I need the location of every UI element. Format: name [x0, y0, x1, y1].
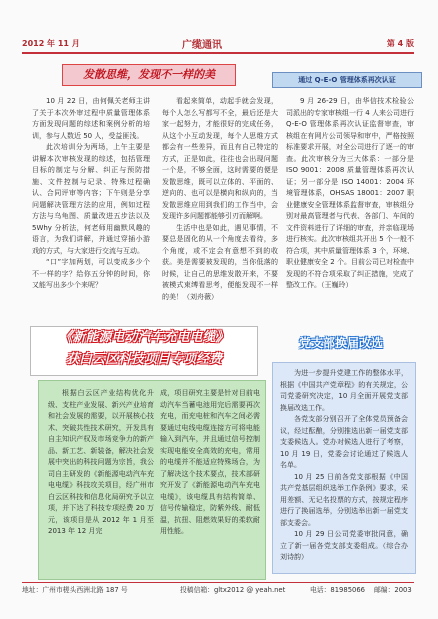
paragraph: 10 月 29 日公司党委审批同意，确立了新一届各党支部支委组成。（综合办 刘诗韵）: [280, 530, 408, 561]
headline-text: 发散思维，发现不一样的美: [83, 68, 215, 81]
paragraph: 此次培训分为两场，上午主要是讲解本次审核发现的综述，包括管理目标的制定与分解、纠正与预防措施、文件控制与记录、特殊过程确认、合同评审等内容；下午则是分享问题解决管理方法的应用，例如过程方法与乌龟图、质量改进五步法以及 5Why 分析法，何老师用幽默风趣的语言，为我们讲解，并通过穿插小游戏的方式，与大家进行交流与互动。: [32, 143, 150, 255]
footer-address: 地址：广州市槎头西洲北路 187 号: [22, 586, 128, 594]
article-headline-ev-cable: [30, 326, 258, 376]
footer-email: 投稿信箱：gltx2012 @ yeah.net: [180, 586, 286, 594]
page-footer: [22, 582, 414, 594]
article-headline-party-election: [270, 334, 412, 352]
header-rule: [22, 52, 414, 54]
page-header: [22, 38, 414, 52]
paragraph: “口”字加两划，可以变成多少个不一样的字？给你五分钟的时间，你又能写出多少个来呢？: [32, 258, 150, 289]
article-headline-certification: [272, 72, 422, 88]
party-election-article-body: [280, 368, 408, 564]
headline-line-2: 获白云区科技项目专项经费: [65, 352, 222, 367]
newsletter-title: 广缆通讯: [182, 40, 222, 51]
paragraph: 为进一步提升党建工作的整体水平，根据《中国共产党章程》的有关规定，公司党委研究决定，10 月全面开展党支部换届改选工作。: [280, 369, 408, 412]
paragraph: 成，项目研究主要是针对目前电动汽车当蓄电池用完后需要再次充电，而充电桩和汽车之间必需要通过电线电缆连接方可将电能输入到汽车，并且通过信号控制实现电能安全高效的充电，常用的电缆并不能适应特殊场合，为了解决这个技术要点，技术部研究开发了《新能源电动汽车充电电缆》，该电缆具有结构简单、信号传输稳定，防紫外线、耐低温，抗扭、阻燃效果好的柔软耐用性能。: [160, 389, 260, 535]
issue-date: 2012 年 11 月: [22, 39, 80, 48]
ev-cable-column-right: [160, 388, 260, 538]
paragraph: 根据白云区产业结构优化升级、支柱产业发展、新兴产业培育和社会发展的需要，以开展核心技术、突破共性技术研究，开发具有自主知识产权及市场竞争力的新产品、新工艺、新装备，解决社会发展中突出的科技问题为宗旨，我公司自主研发的《新能源电动汽车充电电缆》科技攻关项目，经广州市白云区科技和信息化局研究予以立项，并下达了科技专项经费 20 万元，该项目是从 2012 年 1 月至 2013 年 12 月完: [48, 389, 154, 535]
certification-article-body: [286, 96, 414, 292]
article1-column-a: [32, 96, 150, 292]
paragraph: 看起来简单，动起手就会发现，每个人怎么写都写不全，最后还是大家一起努力，才能很好的完成任务，从这个小互动发现，每个人思维方式都会有一些差异，而且有自己特定的方式，正是如此，往往也会出现问题一个是，不够全面，这时需要的便是发散思维，既可以立体的、平面的、逆向的、也可以是横向和纵向的，当发散思维应用到我们的工作当中，会发现许多问题都能够引刃而解啊。: [162, 97, 278, 220]
article-headline-divergent-thinking: [62, 64, 236, 86]
paragraph: 9 月 26-29 日，由华信技术检验公司派出的专家审核组一行 4 人来公司进行 Q-E-O 管理体系再次认证监督审查，审核组在有网片公司领导和审中，严格按照标准要求开展，对全公司进行了逐一的审查。此次审核分为三大体系：一部分是 ISO 9001：2008 质量管理体系再次认证；另一部分是 ISO 14001：2004 环境管理体系，OHSAS 18001：2007 职业健康安全管理体系监督审查，审核组分别对最高管理者与代表、各部门、车间的文件资料进行了详细的审查，并亲临现场进行核实。此次审核组共开出 5 个一般不符合项，其中质量管理体系 3 个，环境、职业健康安全 2 个。目前公司已对检查中发现的不符合项采取了纠正措施，完成了整改工作。（王巍玲）: [286, 97, 414, 289]
paragraph: 生活中也是如此，遇见事情，不要总是固化的从一个角度去看待，多个角度，或不定会有意想不到的收获。美是需要被发现的，当你低落的时候，让自己的思维发散开来，不要被模式束缚看思考，便能发现不一样的美！（刘舟薇）: [162, 223, 278, 301]
headline-text: 党支部换届改选: [298, 336, 383, 350]
footer-phone: 电话：81985066: [310, 586, 365, 594]
footer-rule: [22, 582, 414, 583]
headline-line-1: 《新能源电动汽车充电电缆》: [59, 330, 229, 345]
paragraph: 10 月 22 日，由何佩关老师主讲了关于本次外审过程中质量管理体系方面发现问题的综述和案例分析的培训，参与人数近 50 人，受益匪浅。: [32, 97, 150, 140]
page-number: 第 4 版: [386, 39, 414, 48]
ev-cable-column-left: [48, 388, 154, 538]
paragraph: 各党支部分别召开了全体党员预备会议，经过酝酿，分别推选出新一届党支部支委候选人。党办对候选人进行了考察，10 月 19 日，党委会讨论通过了候选人名单。: [280, 415, 408, 469]
headline-text: 通过 Q-E-O 管理体系再次认证: [298, 76, 396, 84]
paragraph: 10 月 25 日前各党支部根据《中国共产党基层组织选举工作条例》要求，采用差额、无记名投票的方式，按规定程序进行了换届选举，分别选举出新一届党支部支委会。: [280, 472, 408, 527]
footer-postcode: 邮编：2003: [374, 586, 412, 594]
article1-column-b: [162, 96, 278, 303]
